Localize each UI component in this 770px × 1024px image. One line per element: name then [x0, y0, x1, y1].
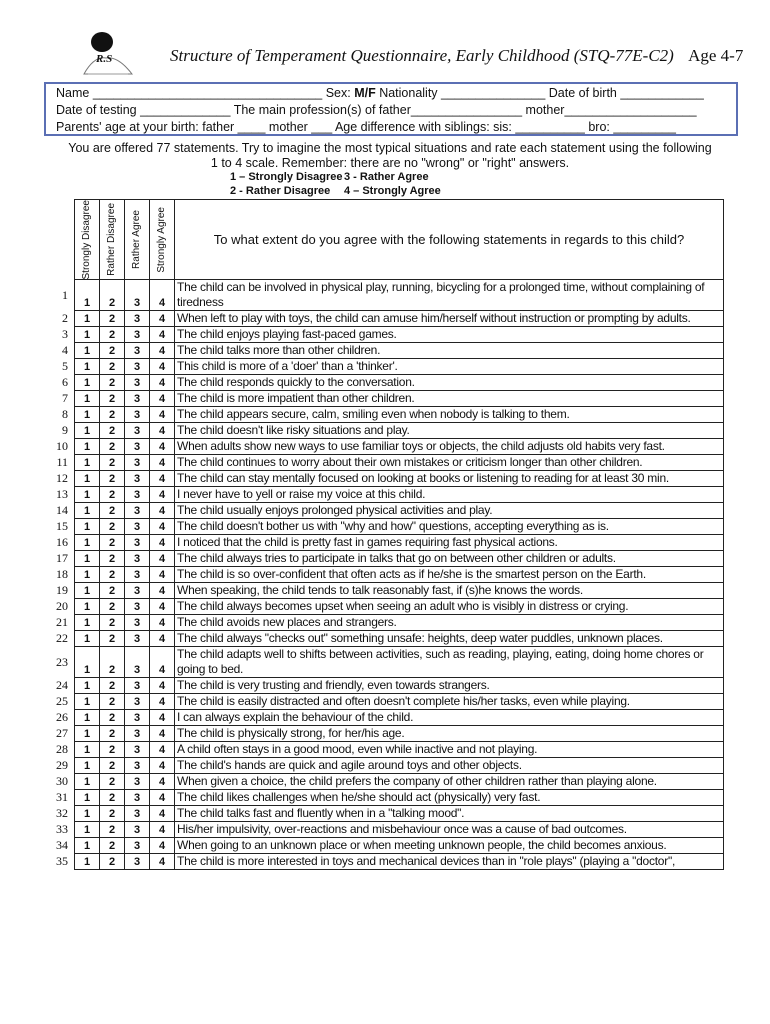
table-row: [75, 854, 724, 870]
rating-option-2[interactable]: 2: [100, 439, 125, 455]
rating-option-4[interactable]: 4: [150, 838, 175, 854]
rating-option-4[interactable]: 4: [150, 774, 175, 790]
rating-option-3[interactable]: 3: [125, 407, 150, 423]
rating-option-2[interactable]: 2: [100, 519, 125, 535]
rating-option-3[interactable]: 3: [125, 551, 150, 567]
row-number: 24: [56, 678, 68, 692]
rating-option-1[interactable]: 1: [75, 375, 100, 391]
table-row: [75, 599, 724, 615]
rating-option-3[interactable]: 3: [125, 471, 150, 487]
info-line-1: [56, 85, 726, 102]
statement-text: The child usually enjoys prolonged physical activities and play.: [175, 503, 724, 519]
rating-option-3[interactable]: 3: [125, 535, 150, 551]
rating-option-3[interactable]: 3: [125, 423, 150, 439]
table-row: [75, 471, 724, 487]
statement-text: A child often stays in a good mood, even while inactive and not playing.: [175, 742, 724, 758]
row-number: 29: [56, 758, 68, 772]
rating-option-4[interactable]: 4: [150, 519, 175, 535]
rating-option-4[interactable]: 4: [150, 806, 175, 822]
row-number: 25: [56, 694, 68, 708]
rating-option-3[interactable]: 3: [125, 615, 150, 631]
rating-option-1[interactable]: 1: [75, 726, 100, 742]
table-row: [75, 407, 724, 423]
rating-option-1[interactable]: 1: [75, 567, 100, 583]
rating-option-4[interactable]: 4: [150, 311, 175, 327]
rating-option-4[interactable]: 4: [150, 678, 175, 694]
rating-option-2[interactable]: 2: [100, 327, 125, 343]
rating-option-4[interactable]: 4: [150, 535, 175, 551]
row-number: 19: [56, 583, 68, 597]
scale-legend: [230, 170, 441, 198]
row-number: 15: [56, 519, 68, 533]
row-number: 17: [56, 551, 68, 565]
rating-option-4[interactable]: 4: [150, 439, 175, 455]
table-row: [75, 838, 724, 854]
table-row: [75, 647, 724, 678]
table-row: [75, 774, 724, 790]
title-text: Structure of Temperament Questionnaire, Early Childhood: [170, 46, 570, 65]
sex-field[interactable]: M/F: [354, 86, 376, 100]
rating-option-3[interactable]: 3: [125, 838, 150, 854]
rating-option-2[interactable]: 2: [100, 710, 125, 726]
row-number: 2: [62, 311, 68, 325]
rating-option-2[interactable]: 2: [100, 423, 125, 439]
row-number: 12: [56, 471, 68, 485]
info-line-2[interactable]: Date of testing _____________ The main profession(s) of father________________ mother___________________: [56, 103, 697, 117]
table-row: [75, 375, 724, 391]
table-row: [75, 343, 724, 359]
rating-option-3[interactable]: 3: [125, 343, 150, 359]
statement-text: I never have to yell or raise my voice at this child.: [175, 487, 724, 503]
row-number: 33: [56, 822, 68, 836]
row-number: 16: [56, 535, 68, 549]
rating-option-3[interactable]: 3: [125, 280, 150, 311]
row-number: 8: [62, 407, 68, 421]
rating-option-2[interactable]: 2: [100, 806, 125, 822]
rating-option-2[interactable]: 2: [100, 758, 125, 774]
statement-text: The child is so over-confident that often acts as if he/she is the smartest person on the Earth.: [175, 567, 724, 583]
rating-option-2[interactable]: 2: [100, 599, 125, 615]
rating-option-4[interactable]: 4: [150, 487, 175, 503]
row-number: 7: [62, 391, 68, 405]
rating-option-1[interactable]: 1: [75, 311, 100, 327]
rating-option-2[interactable]: 2: [100, 487, 125, 503]
table-row: [75, 615, 724, 631]
rating-option-3[interactable]: 3: [125, 519, 150, 535]
table-row: [75, 678, 724, 694]
rating-option-1[interactable]: 1: [75, 774, 100, 790]
table-row: [75, 742, 724, 758]
col-rather-agree: Rather Agree: [125, 200, 150, 280]
rating-option-3[interactable]: 3: [125, 439, 150, 455]
table-row: [75, 758, 724, 774]
rating-option-3[interactable]: 3: [125, 854, 150, 870]
rating-option-3[interactable]: 3: [125, 822, 150, 838]
table-row: [75, 327, 724, 343]
row-number: 6: [62, 375, 68, 389]
statement-text: The child enjoys playing fast-paced games.: [175, 327, 724, 343]
statement-text: The child talks more than other children.: [175, 343, 724, 359]
rating-option-3[interactable]: 3: [125, 694, 150, 710]
statement-text: When given a choice, the child prefers the company of other children rather than playing alone.: [175, 774, 724, 790]
row-number: 13: [56, 487, 68, 501]
rating-option-1[interactable]: 1: [75, 391, 100, 407]
rating-option-3[interactable]: 3: [125, 359, 150, 375]
row-number: 9: [62, 423, 68, 437]
table-row: [75, 391, 724, 407]
table-row: [75, 503, 724, 519]
rating-option-1[interactable]: 1: [75, 407, 100, 423]
row-number: 14: [56, 503, 68, 517]
instructions-line-1: You are offered 77 statements. Try to imagine the most typical situations and rate each statement using the following: [68, 141, 712, 155]
question-header: To what extent do you agree with the following statements in regards to this child?: [175, 200, 724, 280]
row-number: 23: [56, 654, 68, 669]
rating-option-1[interactable]: 1: [75, 535, 100, 551]
row-number: 4: [62, 343, 68, 357]
rating-option-2[interactable]: 2: [100, 774, 125, 790]
page-title: [170, 46, 743, 66]
row-number: 18: [56, 567, 68, 581]
row-number: 26: [56, 710, 68, 724]
rating-option-1[interactable]: 1: [75, 471, 100, 487]
statement-text: The child always becomes upset when seeing an adult who is visibly in distress or crying.: [175, 599, 724, 615]
statement-text: I can always explain the behaviour of the child.: [175, 710, 724, 726]
rating-option-2[interactable]: 2: [100, 583, 125, 599]
nationality-dob-field[interactable]: Nationality _______________ Date of birth ____________: [375, 86, 704, 100]
rating-option-4[interactable]: 4: [150, 790, 175, 806]
rating-option-1[interactable]: 1: [75, 343, 100, 359]
statement-text: The child always "checks out" something unsafe: heights, deep water puddles, unknown places.: [175, 631, 724, 647]
rating-option-1[interactable]: 1: [75, 742, 100, 758]
row-number: 34: [56, 838, 68, 852]
rating-option-1[interactable]: 1: [75, 487, 100, 503]
rating-option-2[interactable]: 2: [100, 359, 125, 375]
statement-text: The child doesn't like risky situations and play.: [175, 423, 724, 439]
table-row: [75, 806, 724, 822]
statement-text: The child is physically strong, for her/his age.: [175, 726, 724, 742]
col-rather-disagree: Rather Disagree: [100, 200, 125, 280]
rating-option-1[interactable]: 1: [75, 758, 100, 774]
row-number: 5: [62, 359, 68, 373]
rating-option-3[interactable]: 3: [125, 487, 150, 503]
table-header-row: [75, 200, 724, 280]
title-code: (STQ-77E-C2): [573, 46, 674, 65]
rating-option-3[interactable]: 3: [125, 742, 150, 758]
rating-option-1[interactable]: 1: [75, 439, 100, 455]
rating-option-3[interactable]: 3: [125, 647, 150, 678]
rating-option-1[interactable]: 1: [75, 790, 100, 806]
table-row: [75, 535, 724, 551]
rating-option-1[interactable]: 1: [75, 694, 100, 710]
rating-option-3[interactable]: 3: [125, 567, 150, 583]
rating-option-2[interactable]: 2: [100, 391, 125, 407]
table-row: [75, 280, 724, 311]
rating-option-2[interactable]: 2: [100, 471, 125, 487]
rating-option-2[interactable]: 2: [100, 311, 125, 327]
rating-option-1[interactable]: 1: [75, 503, 100, 519]
name-field[interactable]: Name _________________________________ Sex:: [56, 86, 355, 100]
rating-option-1[interactable]: 1: [75, 678, 100, 694]
table-row: [75, 822, 724, 838]
rating-option-3[interactable]: 3: [125, 678, 150, 694]
logo-text: R.S: [96, 53, 113, 65]
rating-option-4[interactable]: 4: [150, 567, 175, 583]
rating-option-4[interactable]: 4: [150, 423, 175, 439]
rating-option-2[interactable]: 2: [100, 343, 125, 359]
rating-option-3[interactable]: 3: [125, 503, 150, 519]
rating-option-4[interactable]: 4: [150, 854, 175, 870]
rating-option-4[interactable]: 4: [150, 503, 175, 519]
rating-option-2[interactable]: 2: [100, 615, 125, 631]
row-number: 27: [56, 726, 68, 740]
rating-option-4[interactable]: 4: [150, 583, 175, 599]
table-row: [75, 455, 724, 471]
statement-text: The child likes challenges when he/she should act (physically) very fast.: [175, 790, 724, 806]
statement-text: The child appears secure, calm, smiling even when nobody is talking to them.: [175, 407, 724, 423]
rating-option-2[interactable]: 2: [100, 694, 125, 710]
row-number: 32: [56, 806, 68, 820]
rating-option-1[interactable]: 1: [75, 599, 100, 615]
table-row: [75, 631, 724, 647]
title-age: Age 4-7: [688, 46, 744, 65]
rating-option-4[interactable]: 4: [150, 710, 175, 726]
rs-logo: [78, 30, 134, 76]
rating-option-2[interactable]: 2: [100, 678, 125, 694]
legend-4: 4 – Strongly Agree: [344, 185, 441, 197]
rating-option-3[interactable]: 3: [125, 599, 150, 615]
statement-text: The child talks fast and fluently when in a "talking mood".: [175, 806, 724, 822]
statement-text: When left to play with toys, the child can amuse him/herself without instruction or prompting by adults.: [175, 311, 724, 327]
rating-option-2[interactable]: 2: [100, 790, 125, 806]
table-row: [75, 710, 724, 726]
legend-2: 2 - Rather Disagree: [230, 185, 331, 197]
rating-option-1[interactable]: 1: [75, 455, 100, 471]
rating-option-1[interactable]: 1: [75, 838, 100, 854]
statement-text: The child continues to worry about their own mistakes or criticism longer than other children.: [175, 455, 724, 471]
instructions: [40, 141, 740, 171]
instructions-line-2: 1 to 4 scale. Remember: there are no "wrong" or "right" answers.: [210, 156, 570, 170]
rating-option-4[interactable]: 4: [150, 343, 175, 359]
statement-text: The child avoids new places and strangers.: [175, 615, 724, 631]
rating-option-4[interactable]: 4: [150, 407, 175, 423]
rating-option-1[interactable]: 1: [75, 822, 100, 838]
rating-option-3[interactable]: 3: [125, 726, 150, 742]
rating-option-2[interactable]: 2: [100, 822, 125, 838]
rating-option-3[interactable]: 3: [125, 774, 150, 790]
row-number: 22: [56, 631, 68, 645]
table-row: [75, 726, 724, 742]
questionnaire-table: [74, 199, 724, 870]
rating-option-3[interactable]: 3: [125, 631, 150, 647]
row-number: 11: [56, 455, 68, 469]
rating-option-4[interactable]: 4: [150, 599, 175, 615]
rating-option-4[interactable]: 4: [150, 647, 175, 678]
rating-option-4[interactable]: 4: [150, 758, 175, 774]
table-row: [75, 359, 724, 375]
rating-option-4[interactable]: 4: [150, 375, 175, 391]
statement-text: The child is easily distracted and often doesn't complete his/her tasks, even while playing.: [175, 694, 724, 710]
rating-option-1[interactable]: 1: [75, 519, 100, 535]
table-row: [75, 790, 724, 806]
rating-option-2[interactable]: 2: [100, 455, 125, 471]
row-number: 1: [62, 287, 68, 302]
rating-option-2[interactable]: 2: [100, 854, 125, 870]
legend-1: 1 – Strongly Disagree: [230, 171, 343, 183]
rating-option-3[interactable]: 3: [125, 790, 150, 806]
rating-option-3[interactable]: 3: [125, 327, 150, 343]
col-strongly-disagree: Strongly Disagree: [75, 200, 100, 280]
statement-text: The child doesn't bother us with "why and how" questions, accepting everything as is.: [175, 519, 724, 535]
table-row: [75, 487, 724, 503]
legend-3: 3 - Rather Agree: [344, 171, 429, 183]
row-number: 28: [56, 742, 68, 756]
rating-option-1[interactable]: 1: [75, 615, 100, 631]
statement-text: When speaking, the child tends to talk reasonably fast, if (s)he knows the words.: [175, 583, 724, 599]
table-row: [75, 311, 724, 327]
statement-text: The child responds quickly to the conversation.: [175, 375, 724, 391]
rating-option-4[interactable]: 4: [150, 280, 175, 311]
table-row: [75, 694, 724, 710]
statement-text: When adults show new ways to use familiar toys or objects, the child adjusts old habits very fast.: [175, 439, 724, 455]
table-row: [75, 567, 724, 583]
statement-text: The child is more impatient than other children.: [175, 391, 724, 407]
statement-text: I noticed that the child is pretty fast in games requiring fast physical actions.: [175, 535, 724, 551]
rating-option-1[interactable]: 1: [75, 854, 100, 870]
rating-option-3[interactable]: 3: [125, 710, 150, 726]
table-row: [75, 551, 724, 567]
statement-text: The child's hands are quick and agile around toys and other objects.: [175, 758, 724, 774]
statement-text: The child always tries to participate in talks that go on between other children or adults.: [175, 551, 724, 567]
table-row: [75, 519, 724, 535]
rating-option-3[interactable]: 3: [125, 806, 150, 822]
statement-text: The child is very trusting and friendly, even towards strangers.: [175, 678, 724, 694]
col-strongly-agree: Strongly Agree: [150, 200, 175, 280]
statement-text: The child is more interested in toys and mechanical devices than in "role plays" (playing a "doctor",: [175, 854, 724, 870]
rating-option-2[interactable]: 2: [100, 503, 125, 519]
rating-option-2[interactable]: 2: [100, 375, 125, 391]
rating-option-1[interactable]: 1: [75, 631, 100, 647]
rating-option-2[interactable]: 2: [100, 742, 125, 758]
row-number: 3: [62, 327, 68, 341]
rating-option-4[interactable]: 4: [150, 726, 175, 742]
rating-option-1[interactable]: 1: [75, 710, 100, 726]
rating-option-3[interactable]: 3: [125, 455, 150, 471]
rating-option-4[interactable]: 4: [150, 631, 175, 647]
rating-option-1[interactable]: 1: [75, 280, 100, 311]
row-number: 10: [56, 439, 68, 453]
rating-option-4[interactable]: 4: [150, 391, 175, 407]
rating-option-3[interactable]: 3: [125, 758, 150, 774]
rating-option-2[interactable]: 2: [100, 631, 125, 647]
rating-option-2[interactable]: 2: [100, 647, 125, 678]
rating-option-4[interactable]: 4: [150, 822, 175, 838]
rating-option-2[interactable]: 2: [100, 551, 125, 567]
rating-option-1[interactable]: 1: [75, 647, 100, 678]
rating-option-2[interactable]: 2: [100, 567, 125, 583]
rating-option-3[interactable]: 3: [125, 311, 150, 327]
rating-option-3[interactable]: 3: [125, 583, 150, 599]
row-number: 35: [56, 854, 68, 868]
rating-option-4[interactable]: 4: [150, 359, 175, 375]
rating-option-4[interactable]: 4: [150, 327, 175, 343]
rating-option-4[interactable]: 4: [150, 694, 175, 710]
rating-option-1[interactable]: 1: [75, 551, 100, 567]
rating-option-4[interactable]: 4: [150, 471, 175, 487]
rating-option-4[interactable]: 4: [150, 551, 175, 567]
rating-option-2[interactable]: 2: [100, 280, 125, 311]
rating-option-1[interactable]: 1: [75, 806, 100, 822]
rating-option-2[interactable]: 2: [100, 838, 125, 854]
rating-option-3[interactable]: 3: [125, 375, 150, 391]
table-row: [75, 583, 724, 599]
rating-option-2[interactable]: 2: [100, 407, 125, 423]
rating-option-1[interactable]: 1: [75, 423, 100, 439]
rating-option-3[interactable]: 3: [125, 391, 150, 407]
rating-option-2[interactable]: 2: [100, 726, 125, 742]
table-row: [75, 423, 724, 439]
respondent-info-box: [44, 82, 738, 136]
info-line-3[interactable]: Parents' age at your birth: father ____ mother ___ Age difference with siblings: sis: __________ bro: _________: [56, 120, 676, 134]
rating-option-4[interactable]: 4: [150, 455, 175, 471]
rating-option-1[interactable]: 1: [75, 359, 100, 375]
statement-text: This child is more of a 'doer' than a 'thinker'.: [175, 359, 724, 375]
rating-option-4[interactable]: 4: [150, 615, 175, 631]
row-number: 21: [56, 615, 68, 629]
row-number: 30: [56, 774, 68, 788]
statement-text: The child adapts well to shifts between activities, such as reading, playing, eating, doing home chores or going to bed.: [175, 647, 724, 678]
statement-text: The child can stay mentally focused on looking at books or listening to reading for at least 30 min.: [175, 471, 724, 487]
statement-text: The child can be involved in physical play, running, bicycling for a prolonged time, without complaining of tiredness: [175, 280, 724, 311]
rating-option-1[interactable]: 1: [75, 583, 100, 599]
statement-text: When going to an unknown place or when meeting unknown people, the child becomes anxious.: [175, 838, 724, 854]
rating-option-2[interactable]: 2: [100, 535, 125, 551]
statement-text: His/her impulsivity, over-reactions and misbehaviour once was a cause of bad outcomes.: [175, 822, 724, 838]
row-number: 31: [56, 790, 68, 804]
row-number: 20: [56, 599, 68, 613]
rating-option-1[interactable]: 1: [75, 327, 100, 343]
table-row: [75, 439, 724, 455]
rating-option-4[interactable]: 4: [150, 742, 175, 758]
